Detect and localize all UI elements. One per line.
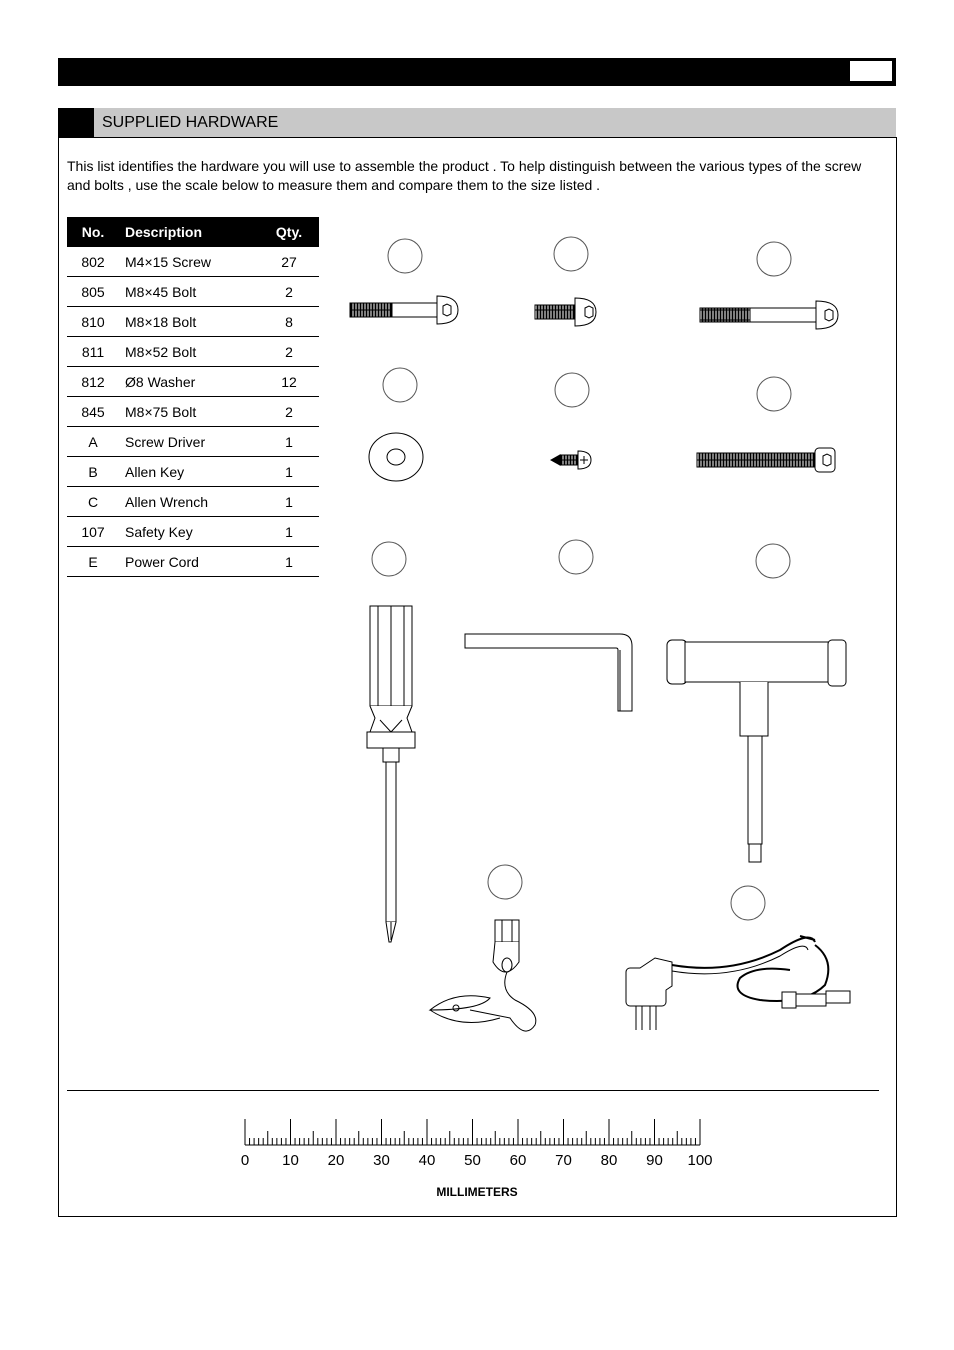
cell-qty: 2: [259, 337, 319, 367]
label-circle: [372, 542, 406, 576]
cell-qty: 1: [259, 487, 319, 517]
cell-no: 812: [67, 367, 119, 397]
cell-qty: 12: [259, 367, 319, 397]
cell-no: E: [67, 547, 119, 577]
cell-no: 107: [67, 517, 119, 547]
cell-description: M8×45 Bolt: [119, 277, 259, 307]
power-cord-icon: [626, 936, 850, 1030]
cell-no: 802: [67, 247, 119, 277]
cell-qty: 1: [259, 547, 319, 577]
safety-key-icon: [430, 920, 536, 1031]
cell-description: Ø8 Washer: [119, 367, 259, 397]
cell-qty: 1: [259, 457, 319, 487]
allen-wrench-icon: [667, 640, 846, 862]
cell-no: 845: [67, 397, 119, 427]
millimeter-scale: [241, 1119, 713, 1169]
header-qty: Qty.: [259, 217, 319, 247]
cell-description: M8×75 Bolt: [119, 397, 259, 427]
cell-qty: 1: [259, 427, 319, 457]
scale-label: 0: [240, 1152, 250, 1169]
header-description: Description: [119, 217, 259, 247]
hex-bolt-icon: [535, 298, 596, 326]
scale-label: 10: [282, 1152, 299, 1169]
label-circles: [372, 237, 791, 920]
scale-label: 50: [464, 1152, 481, 1169]
cell-description: Safety Key: [119, 517, 259, 547]
cell-no: C: [67, 487, 119, 517]
cell-qty: 8: [259, 307, 319, 337]
allen-key-icon: [465, 634, 632, 711]
scale-label: 30: [373, 1152, 390, 1169]
cell-qty: 2: [259, 397, 319, 427]
cell-no: 805: [67, 277, 119, 307]
cell-description: M4×15 Screw: [119, 247, 259, 277]
scale-label: 20: [327, 1152, 345, 1169]
scale-label: 100: [687, 1152, 713, 1169]
scale-label: 90: [646, 1152, 663, 1169]
label-circle: [555, 373, 589, 407]
scale-unit-label: MILLIMETERS: [436, 1185, 518, 1199]
header-no: No.: [67, 217, 119, 247]
label-circle: [383, 368, 417, 402]
divider-line: [67, 1090, 879, 1091]
label-circle: [757, 242, 791, 276]
label-circle: [388, 239, 422, 273]
scale-label: 60: [509, 1152, 527, 1169]
cell-description: Screw Driver: [119, 427, 259, 457]
scale-label: 70: [555, 1152, 572, 1169]
cell-qty: 1: [259, 517, 319, 547]
hex-bolt-icon: [697, 448, 835, 472]
label-circle: [559, 540, 593, 574]
cell-no: 810: [67, 307, 119, 337]
hex-bolt-icon: [350, 296, 458, 324]
section-title: SUPPLIED HARDWARE: [102, 114, 279, 131]
washer-icon: [369, 433, 423, 481]
cell-no: A: [67, 427, 119, 457]
label-circle: [488, 865, 522, 899]
label-circle: [756, 544, 790, 578]
hex-bolt-icon: [700, 301, 838, 329]
label-circle: [554, 237, 588, 271]
scale-label: 80: [600, 1152, 618, 1169]
label-circle: [731, 886, 765, 920]
cell-description: M8×18 Bolt: [119, 307, 259, 337]
screwdriver-icon: [367, 606, 415, 942]
cell-no: 811: [67, 337, 119, 367]
cell-qty: 2: [259, 277, 319, 307]
cell-description: Allen Key: [119, 457, 259, 487]
cell-qty: 27: [259, 247, 319, 277]
intro-text: This list identifies the hardware you will use to assemble the product . To help distinguish between the various types of the screw and bolts , use the scale below to measure them and compare them to the size listed .: [67, 158, 862, 193]
scale-label: 40: [418, 1152, 436, 1169]
cell-description: Allen Wrench: [119, 487, 259, 517]
cell-no: B: [67, 457, 119, 487]
screw-icon: [551, 451, 591, 469]
cell-description: Power Cord: [119, 547, 259, 577]
cell-description: M8×52 Bolt: [119, 337, 259, 367]
label-circle: [757, 377, 791, 411]
